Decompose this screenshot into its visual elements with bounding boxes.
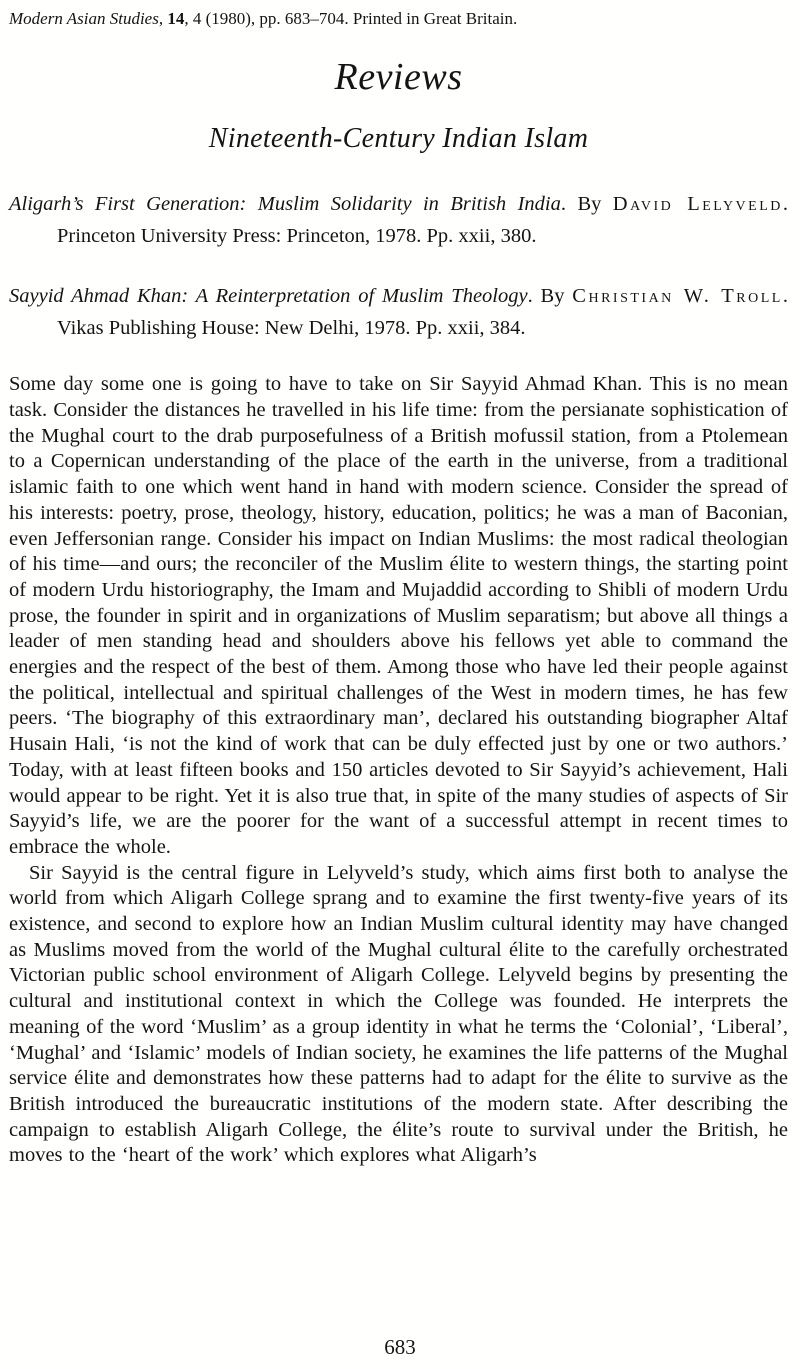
citation-1-book-title: Aligarh’s First Generation: Muslim Solidarity in British India	[9, 193, 561, 216]
book-citations	[9, 189, 788, 344]
citation-1-author: David Lelyveld	[612, 193, 783, 216]
header-separator: ,	[158, 9, 168, 28]
section-title: Reviews	[334, 56, 463, 99]
journal-title: Modern Asian Studies	[9, 9, 159, 28]
citation-1-by: . By	[560, 193, 613, 216]
citation-2-publisher: . Vikas Publishing House: New Delhi, 1978. Pp. xxii, 384.	[57, 284, 788, 339]
body-paragraph-1: Some day some one is going to have to take on Sir Sayyid Ahmad Khan. This is no mean task. Consider the distances he travelled in his life time: from the persianate sophistication of the Mughal court to the drab purposefulness of a British mofussil station, from a Ptolemean to a Copernican understanding of the place of the earth in the universe, from a traditional islamic faith to one which went hand in hand with modern science. Consider the spread of his interests: poetry, prose, theology, history, education, politics; he was a man of Baconian, even Jeffersonian range. Consider his impact on Indian Muslims: the most radical theologian of his time—and ours; the reconciler of the Muslim élite to western things, the starting point of modern Urdu historiography, the Imam and Mujaddid according to Shibli of modern Urdu prose, the founder in spirit and in organizations of Muslim separatism; but above all things a leader of men standing head and shoulders above his fellows yet able to command the energies and the respect of the best of them. Among those who have led their people against the political, intellectual and spiritual challenges of the West in modern times, he has few peers. ‘The biography of this extraordinary man’, declared his outstanding biographer Altaf Husain Hali, ‘is not the kind of work that can be duly effected just by one or two authors.’ Today, with at least fifteen books and 150 articles devoted to Sir Sayyid’s achievement, Hali would appear to be right. Yet it is also true that, in spite of the many studies of aspects of Sir Sayyid’s life, we are the poorer for the want of a successful attempt in recent times to embrace the whole.	[9, 373, 788, 858]
citation-1-publisher: . Princeton University Press: Princeton, 1978. Pp. xxii, 380.	[57, 193, 789, 248]
running-header	[9, 8, 788, 29]
header-issue-pages: , 4 (1980), pp. 683–704. Printed in Great Britain.	[184, 9, 518, 28]
book-citation-1	[9, 189, 788, 253]
citation-2-by: . By	[527, 284, 573, 307]
review-body	[9, 372, 788, 1169]
page-number: 683	[384, 1335, 416, 1359]
citation-2-author: Christian W. Troll	[572, 284, 783, 307]
body-paragraph-2: Sir Sayyid is the central figure in Lelyveld’s study, which aims first both to analyse the world from which Aligarh College sprang and to examine the first twenty-five years of its existence, and second to explore how an Indian Muslim cultural identity may have changed as Muslims moved from the world of the Mughal cultural élite to the carefully orchestrated Victorian public school environment of Aligarh College. Lelyveld begins by presenting the cultural and institutional context in which the College was founded. He interprets the meaning of the word ‘Muslim’ as a group identity in what he terms the ‘Colonial’, ‘Liberal’, ‘Mughal’ and ‘Islamic’ models of Indian society, he examines the life patterns of the Mughal service élite and demonstrates how these patterns had to adapt for the élite to survive as the British introduced the bureaucratic institutions of the modern state. After describing the campaign to establish Aligarh College, the élite’s route to survival under the British, he moves to the ‘heart of the work’ which explores what Aligarh’s	[9, 861, 788, 1167]
volume-number: 14	[167, 9, 185, 28]
article-title: Nineteenth-Century Indian Islam	[208, 123, 589, 155]
citation-2-book-title: Sayyid Ahmad Khan: A Reinterpretation of Muslim Theology	[9, 284, 528, 307]
book-citation-2	[9, 281, 788, 345]
